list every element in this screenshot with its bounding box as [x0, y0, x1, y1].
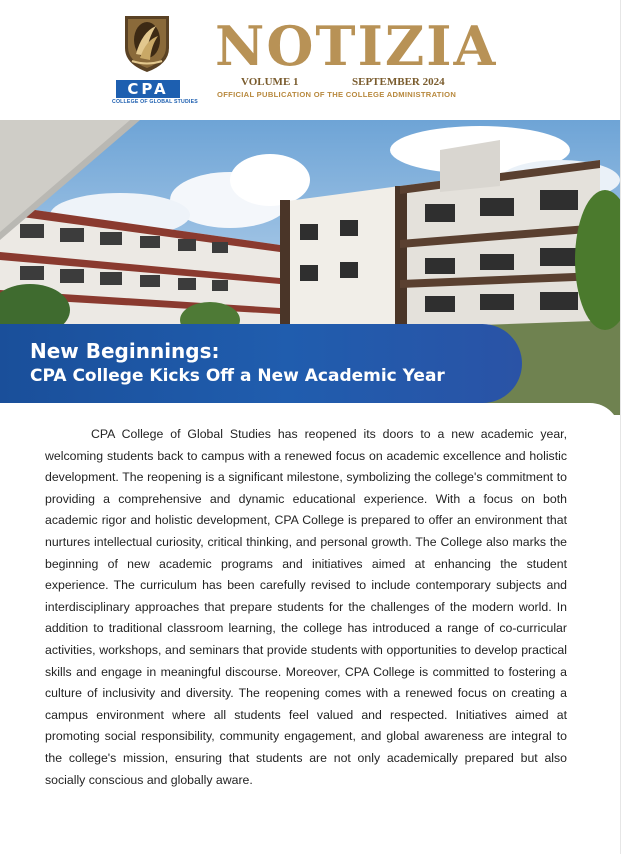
article-title-line1: New Beginnings:: [30, 339, 220, 363]
volume-label: VOLUME 1: [241, 76, 299, 88]
masthead-header: [0, 0, 627, 120]
masthead-title: NOTIZIA: [215, 14, 498, 78]
page-edge: [620, 0, 627, 854]
article-body: CPA College of Global Studies has reopened its doors to a new academic year, welcoming students back to campus with a renewed focus on academic excellence and holistic development. The reopening is a significant milestone, symbolizing the college's commitment to providing a comprehensive and dynamic educational experience. With a focus on both academic rigor and holistic development, CPA College is prepared to offer an environment that nurtures intellectual curiosity, critical thinking, and personal growth. The College also marks the beginning of new academic programs and initiatives aimed at enhancing the student experience. The curriculum has been carefully revised to include contemporary subjects and interdisciplinary approaches that prepare students for the challenges of the modern world. In addition to traditional classroom learning, the college has introduced a range of co-curricular activities, workshops, and seminars that provide students with opportunities to develop practical skills and engage in meaningful discourse. Moreover, CPA College is committed to fostering a culture of inclusivity and diversity. The reopening comes with a renewed focus on creating a campus environment where all students feel valued and respected. Initiatives aimed at promoting social responsibility, community engagement, and global awareness are integral to the college's mission, ensuring that students are not only academically prepared but also socially conscious and globally aware.: [45, 427, 567, 787]
logo-subtitle: COLLEGE OF GLOBAL STUDIES: [112, 99, 198, 105]
publication-tagline: OFFICIAL PUBLICATION OF THE COLLEGE ADMINISTRATION: [217, 90, 457, 99]
article-title-line2: CPA College Kicks Off a New Academic Year: [30, 366, 445, 386]
article-title-banner: [0, 324, 522, 403]
college-crest-icon: [122, 14, 172, 74]
cpa-logo-text: CPA: [116, 80, 180, 98]
issue-date: SEPTEMBER 2024: [352, 76, 445, 88]
